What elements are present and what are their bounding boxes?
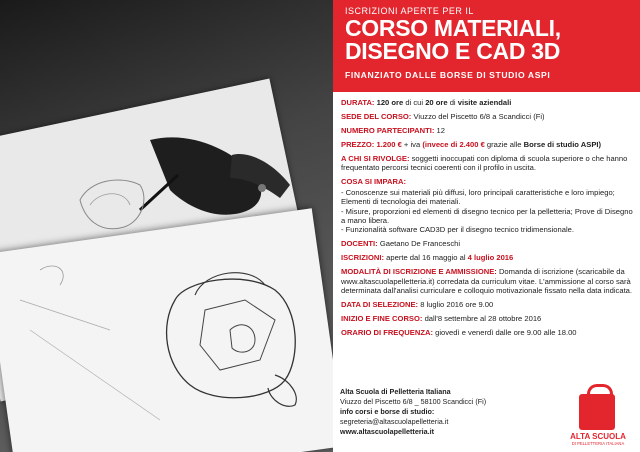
contact-block: [340, 387, 490, 437]
impara-section: COSA SI IMPARA: - Conoscenze sui materiali più diffusi, loro principali caratteristiche e loro impiego; Elementi di tecnologia dei materiali. - Misure, proporzioni ed elementi di disegno tecnico per la pelletteria; Prove di Disegno a mano libera. - Funzionalità software CAD3D per il disegno tecnico tridimensionale.: [341, 177, 633, 235]
course-title: [345, 17, 561, 63]
header-banner: [333, 0, 640, 92]
durata-row: DURATA: 120 ore di cui 20 ore di visite aziendali: [341, 98, 512, 107]
rivolge-row: A CHI SI RIVOLGE: soggetti inoccupati con diploma di scuola superiore o che hanno frequentato percorsi tecnici coerenti con il profilo in uscita.: [341, 154, 628, 173]
website-link[interactable]: www.altascuolapelletteria.it: [340, 427, 434, 436]
course-title-line2: DISEGNO E CAD 3D: [345, 38, 561, 64]
docenti-row: DOCENTI: Gaetano De Franceschi: [341, 239, 461, 249]
course-details: [341, 98, 633, 342]
logo-text: ALTA SCUOLA: [570, 432, 626, 441]
list-item: - Conoscenze sui materiali più diffusi, loro principali caratteristiche e loro impiego; Elementi di tecnologia dei materiali.: [341, 187, 615, 207]
info-label: info corsi e borse di studio:: [340, 407, 435, 416]
school-logo: [563, 380, 633, 448]
list-item: - Misure, proporzioni ed elementi di disegno tecnico per la pelletteria; Prove di Disegno a mano libera.: [341, 206, 633, 226]
prezzo-row: PREZZO: 1.200 € + iva (invece di 2.400 € grazie alle Borse di studio ASPI): [341, 140, 602, 149]
list-item: - Funzionalità software CAD3D per il disegno tecnico tridimensionale.: [341, 225, 574, 235]
header-pretitle: ISCRIZIONI APERTE PER IL: [345, 6, 474, 16]
header-subtitle: FINANZIATO DALLE BORSE DI STUDIO ASPI: [345, 70, 551, 80]
inizio-row: INIZIO E FINE CORSO: dall'8 settembre al 28 ottobre 2016: [341, 314, 542, 324]
orario-row: ORARIO DI FREQUENZA: giovedì e venerdì dalle ore 9.00 alle 18.00: [341, 328, 577, 338]
selezione-row: DATA DI SELEZIONE: 8 luglio 2016 ore 9.00: [341, 300, 494, 310]
email-link[interactable]: segreteria@altascuolapelletteria.it: [340, 417, 449, 426]
school-address: Viuzzo del Piscetto 6/8 _ 58100 Scandicci (Fi): [340, 397, 487, 406]
partecipanti-row: NUMERO PARTECIPANTI: 12: [341, 126, 445, 135]
modalita-row: MODALITÀ DI ISCRIZIONE E AMMISSIONE: Domanda di iscrizione (scaricabile da www.altascuolapelletteria.it) corredata da curriculum vitae. L'ammissione al corso sarà determinata dall'analisi curriculare e colloquio motivazionale fissato nella data indicata.: [341, 267, 633, 296]
course-title-line1: CORSO MATERIALI,: [345, 15, 561, 41]
iscrizioni-row: ISCRIZIONI: aperte dal 16 maggio al 4 luglio 2016: [341, 253, 514, 263]
logo-subtext: DI PELLETTERIA ITALIANA: [571, 441, 625, 446]
school-name: Alta Scuola di Pelletteria Italiana: [340, 387, 451, 396]
sede-row: SEDE DEL CORSO: Viuzzo del Piscetto 6/8 a Scandicci (Fi): [341, 112, 545, 121]
